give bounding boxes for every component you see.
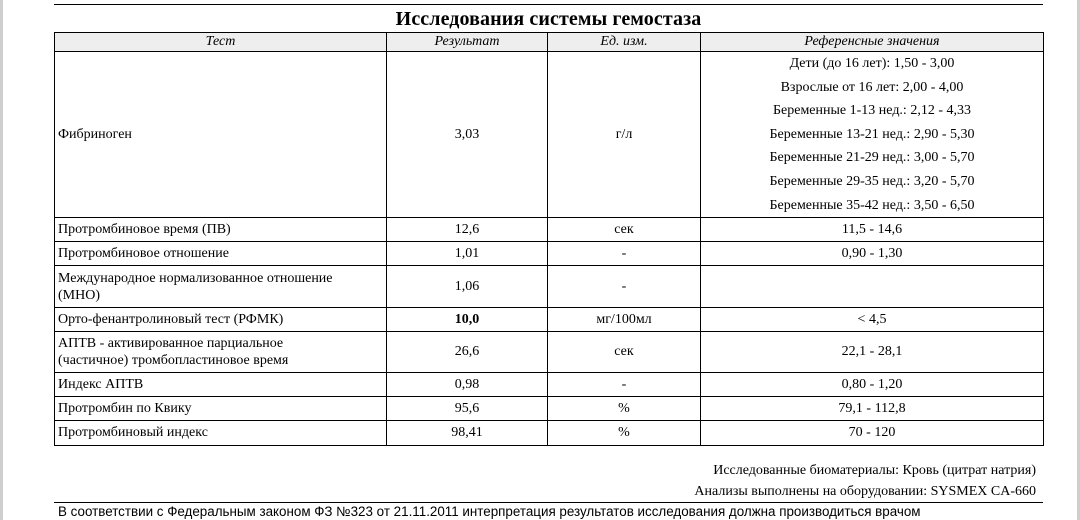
test-name-line: (частичное) тромбопластиновое время bbox=[58, 353, 289, 369]
test-name: Протромбиновое отношение bbox=[55, 242, 387, 266]
result-value: 98,41 bbox=[387, 421, 548, 446]
test-name: Протромбиновый индекс bbox=[55, 421, 387, 446]
legal-footer-note: В соответствии с Федеральным законом ФЗ №323 от 21.11.2011 интерпретация результатов исследования должна производиться врачом bbox=[58, 504, 921, 519]
reference-line: Беременные 1-13 нед.: 2,12 - 4,33 bbox=[772, 103, 971, 119]
table-row bbox=[55, 397, 1044, 421]
column-header-result: Результат bbox=[387, 33, 548, 52]
reference-range bbox=[701, 52, 1044, 218]
table-row bbox=[55, 266, 1044, 308]
result-value: 1,06 bbox=[387, 266, 548, 308]
unit-value: % bbox=[548, 397, 701, 421]
unit-value: мг/100мл bbox=[548, 308, 701, 332]
reference-line: Взрослые от 16 лет: 2,00 - 4,00 bbox=[780, 79, 964, 95]
column-header-reference: Референсные значения bbox=[701, 33, 1044, 52]
column-header-test: Тест bbox=[55, 33, 387, 52]
reference-range: 22,1 - 28,1 bbox=[701, 332, 1044, 373]
result-value-flagged: 10,0 bbox=[387, 308, 548, 332]
table-row bbox=[55, 218, 1044, 242]
column-header-unit: Ед. изм. bbox=[548, 33, 701, 52]
test-name-line: АПТВ - активированное парциальное bbox=[58, 336, 284, 352]
test-name-line: Международное нормализованное отношение bbox=[58, 270, 333, 286]
reference-line: Беременные 35-42 нед.: 3,50 - 6,50 bbox=[769, 197, 975, 213]
result-value: 26,6 bbox=[387, 332, 548, 373]
test-name: Протромбиновое время (ПВ) bbox=[55, 218, 387, 242]
biomaterial-note: Исследованные биоматериалы: Кровь (цитрат натрия) bbox=[713, 463, 1036, 478]
result-value: 1,01 bbox=[387, 242, 548, 266]
reference-range: < 4,5 bbox=[701, 308, 1044, 332]
unit-value: % bbox=[548, 421, 701, 446]
table-header-row bbox=[55, 33, 1044, 52]
result-value: 12,6 bbox=[387, 218, 548, 242]
equipment-note: Анализы выполнены на оборудовании: SYSMEX CA-660 bbox=[694, 484, 1036, 499]
result-value: 3,03 bbox=[387, 52, 548, 218]
top-divider bbox=[54, 4, 1043, 5]
result-value: 0,98 bbox=[387, 373, 548, 397]
reference-range: 79,1 - 112,8 bbox=[701, 397, 1044, 421]
reference-line: Беременные 13-21 нед.: 2,90 - 5,30 bbox=[769, 126, 975, 142]
results-table bbox=[54, 32, 1044, 446]
test-name bbox=[55, 266, 387, 308]
test-name: Протромбин по Квику bbox=[55, 397, 387, 421]
test-name: Фибриноген bbox=[55, 52, 387, 218]
test-name-line: (МНО) bbox=[58, 287, 100, 303]
result-value: 95,6 bbox=[387, 397, 548, 421]
table-row bbox=[55, 421, 1044, 446]
unit-value: - bbox=[548, 373, 701, 397]
unit-value: сек bbox=[548, 218, 701, 242]
left-edge-strip bbox=[0, 0, 3, 520]
reference-range: 70 - 120 bbox=[701, 421, 1044, 446]
test-name: Орто-фенантролиновый тест (РФМК) bbox=[55, 308, 387, 332]
reference-range: 11,5 - 14,6 bbox=[701, 218, 1044, 242]
footer-divider bbox=[54, 502, 1043, 503]
unit-value: - bbox=[548, 266, 701, 308]
report-title: Исследования системы гемостаза bbox=[395, 8, 702, 30]
reference-range bbox=[701, 266, 1044, 308]
table-row bbox=[55, 242, 1044, 266]
table-row bbox=[55, 373, 1044, 397]
table-row bbox=[55, 332, 1044, 373]
test-name: Индекс АПТВ bbox=[55, 373, 387, 397]
reference-line: Беременные 21-29 нед.: 3,00 - 5,70 bbox=[769, 150, 975, 166]
reference-range: 0,80 - 1,20 bbox=[701, 373, 1044, 397]
reference-line: Беременные 29-35 нед.: 3,20 - 5,70 bbox=[769, 173, 975, 189]
reference-range: 0,90 - 1,30 bbox=[701, 242, 1044, 266]
unit-value: г/л bbox=[548, 52, 701, 218]
table-row bbox=[55, 52, 1044, 218]
reference-line: Дети (до 16 лет): 1,50 - 3,00 bbox=[789, 56, 955, 71]
test-name bbox=[55, 332, 387, 373]
table-row bbox=[55, 308, 1044, 332]
unit-value: - bbox=[548, 242, 701, 266]
unit-value: сек bbox=[548, 332, 701, 373]
